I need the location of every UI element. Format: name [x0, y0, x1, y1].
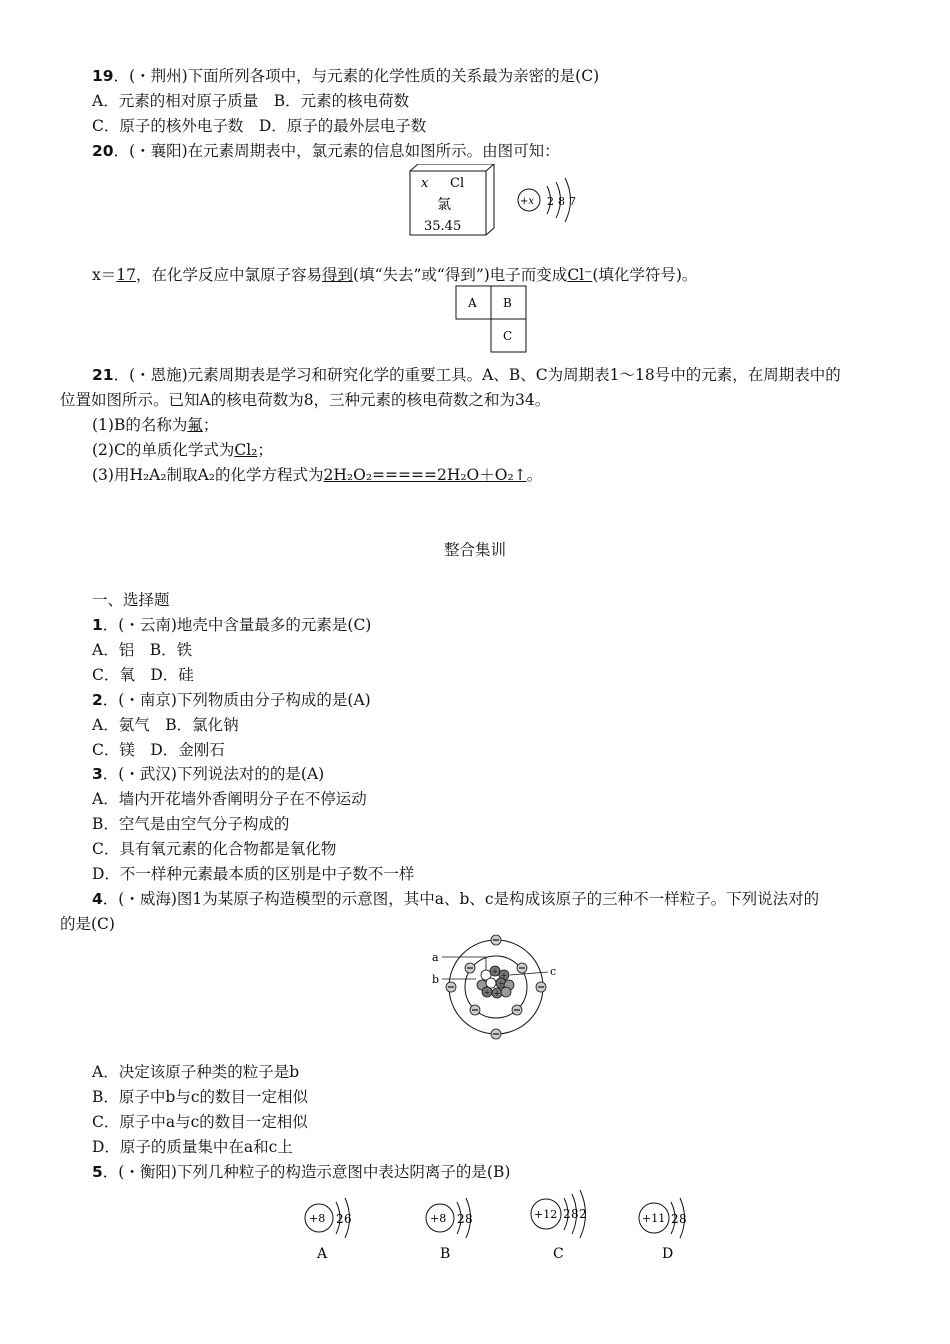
question-text: ．(・威海)图1为某原子构造模型的示意图，其中a、b、c是构成该原子的三种不一样粒子。下列说法对的 — [102, 890, 820, 908]
shell-1-count: 2 — [336, 1212, 344, 1226]
q1-options-ab: A．铝 B．铁 — [92, 641, 193, 659]
q3-option-a: A．墙内开花墙外香阐明分子在不停运动 — [92, 790, 367, 808]
nucleus-charge: +x — [520, 196, 535, 207]
q20-stem — [92, 141, 560, 161]
diagram-label: A — [317, 1246, 328, 1262]
q21-stem-line1 — [92, 365, 841, 385]
question-number: 2 — [92, 691, 103, 709]
q4-option-d: D．原子的质量集中在a和c上 — [92, 1138, 293, 1156]
q19-options-ab: A．元素的相对原子质量 B．元素的核电荷数 — [92, 92, 410, 110]
question-number: 3 — [92, 765, 103, 783]
label-b: b — [432, 973, 440, 986]
q19-options-cd: C．原子的核外电子数 D．原子的最外层电子数 — [92, 117, 427, 135]
q4-stem-line1 — [92, 889, 819, 909]
label-c: c — [550, 965, 557, 978]
grid-cell-a: A — [468, 296, 477, 310]
card-name: 氯 — [437, 197, 451, 213]
answer-text: (填“失去”或“得到”)电子而变成 — [353, 266, 568, 284]
answer-gain: 得到 — [322, 266, 354, 284]
card-mass: 35.45 — [424, 219, 462, 234]
question-number: 5 — [92, 1163, 103, 1181]
shell-3-count: 2 — [579, 1207, 587, 1221]
q3-option-d: D．不一样种元素最本质的区别是中子数不一样 — [92, 865, 415, 883]
shell-2-count: 8 — [465, 1212, 473, 1226]
structure-diagram-a — [296, 1188, 366, 1268]
grid-cell-c: C — [503, 329, 513, 343]
outer-orbit — [449, 940, 543, 1034]
diagram-label: D — [662, 1246, 674, 1262]
nucleus-charge: +8 — [430, 1212, 447, 1225]
question-number: 1 — [92, 616, 103, 634]
svg-text:+: + — [493, 989, 501, 998]
label-a: a — [432, 951, 439, 964]
q4-option-b: B．原子中b与c的数目一定相似 — [92, 1088, 308, 1106]
q20-answer — [92, 265, 697, 285]
answer-text: ，在化学反应中氯原子容易 — [135, 266, 322, 284]
shell-2-count: 8 — [679, 1212, 687, 1226]
question-text: ．(・襄阳)在元素周期表中，氯元素的信息如图所示。由图可知： — [113, 142, 560, 160]
card-symbol: Cl — [450, 176, 465, 191]
question-number: 19 — [92, 67, 114, 85]
q3-stem — [92, 764, 324, 784]
answer-x: 17 — [116, 266, 136, 284]
grid-cell-b: B — [503, 296, 512, 310]
diagram-label: B — [440, 1246, 451, 1262]
question-text: ．(・武汉)下列说法对的的是(A) — [102, 765, 325, 783]
chlorine-figure — [404, 164, 604, 244]
q4-option-c: C．原子中a与c的数目一定相似 — [92, 1113, 308, 1131]
shell-1-count: 2 — [547, 195, 554, 208]
structure-diagram-c — [525, 1184, 605, 1268]
part-label: (2)C的单质化学式为 — [92, 441, 235, 459]
q3-option-c: C．具有氧元素的化合物都是氧化物 — [92, 840, 337, 858]
shell-1-count: 2 — [671, 1212, 679, 1226]
structure-diagram-b — [420, 1188, 490, 1268]
q4-option-a: A．决定该原子种类的粒子是b — [92, 1063, 300, 1081]
shell-1-count: 2 — [563, 1207, 571, 1221]
answer-text: (填化学符号)。 — [592, 266, 698, 284]
part-label: (3)用H₂A₂制取A₂的化学方程式为 — [92, 466, 324, 484]
periodic-grid-figure — [455, 285, 530, 353]
shell-1-count: 2 — [457, 1212, 465, 1226]
q2-options-ab: A．氨气 B．氯化钠 — [92, 716, 239, 734]
structure-diagram-d — [634, 1188, 704, 1268]
question-text: ．(・云南)地壳中含量最多的元素是(C) — [102, 616, 372, 634]
svg-text:+: + — [497, 979, 505, 988]
answer-ion: Cl⁻ — [567, 266, 593, 284]
q2-options-cd: C．镁 D．金刚石 — [92, 741, 225, 759]
part-answer: 氟 — [187, 416, 203, 434]
svg-text:+: + — [491, 967, 499, 976]
q19-stem — [92, 66, 599, 86]
q1-options-cd: C．氧 D．硅 — [92, 666, 194, 684]
question-text: ．(・荆州)下面所列各项中，与元素的化学性质的关系最为亲密的是(C) — [113, 67, 600, 85]
q4-stem-line2: 的是(C) — [60, 915, 115, 933]
nucleus-charge: +8 — [309, 1212, 326, 1225]
atom-model-figure — [420, 928, 570, 1046]
question-text: ．(・衡阳)下列几种粒子的构造示意图中表达阴离子的是(B) — [102, 1163, 511, 1181]
q1-stem — [92, 615, 371, 635]
question-text: ．(・南京)下列物质由分子构成的是(A) — [102, 691, 371, 709]
part-end: ； — [257, 441, 273, 459]
section-heading: 一、选择题 — [92, 591, 170, 609]
shell-3-count: 7 — [569, 195, 576, 208]
question-number: 4 — [92, 890, 103, 908]
svg-text:+: + — [500, 971, 508, 980]
part-answer: Cl₂ — [234, 441, 258, 459]
shell-2-count: 6 — [344, 1212, 352, 1226]
question-number: 20 — [92, 142, 114, 160]
shell-2-count: 8 — [571, 1207, 579, 1221]
question-number: 21 — [92, 366, 114, 384]
nucleus-charge: +12 — [534, 1208, 558, 1221]
card-atomic-number: x — [421, 176, 429, 191]
q21-stem-line2: 位置如图所示。已知A的核电荷数为8，三种元素的核电荷数之和为34。 — [60, 391, 551, 409]
diagram-label: C — [553, 1246, 564, 1262]
q21-part1 — [92, 415, 218, 435]
question-text: ．(・恩施)元素周期表是学习和研究化学的重要工具。A、B、C为周期表1～18号中的元素，在周期表中的 — [113, 366, 841, 384]
q5-stem — [92, 1162, 510, 1182]
q3-option-b: B．空气是由空气分子构成的 — [92, 815, 290, 833]
shell-2-count: 8 — [558, 195, 565, 208]
q21-part3 — [92, 465, 542, 485]
answer-text: x＝ — [92, 266, 117, 284]
part-end: 。 — [526, 466, 543, 484]
nucleus-charge: +11 — [642, 1212, 666, 1225]
q2-stem — [92, 690, 371, 710]
part-end: ； — [202, 416, 219, 434]
part-answer: 2H₂O₂=====2H₂O＋O₂↑ — [323, 466, 527, 484]
part-label: (1)B的名称为 — [92, 416, 188, 434]
q21-part2 — [92, 440, 273, 460]
svg-text:+: + — [483, 988, 491, 997]
section-title: 整合集训 — [443, 541, 506, 559]
